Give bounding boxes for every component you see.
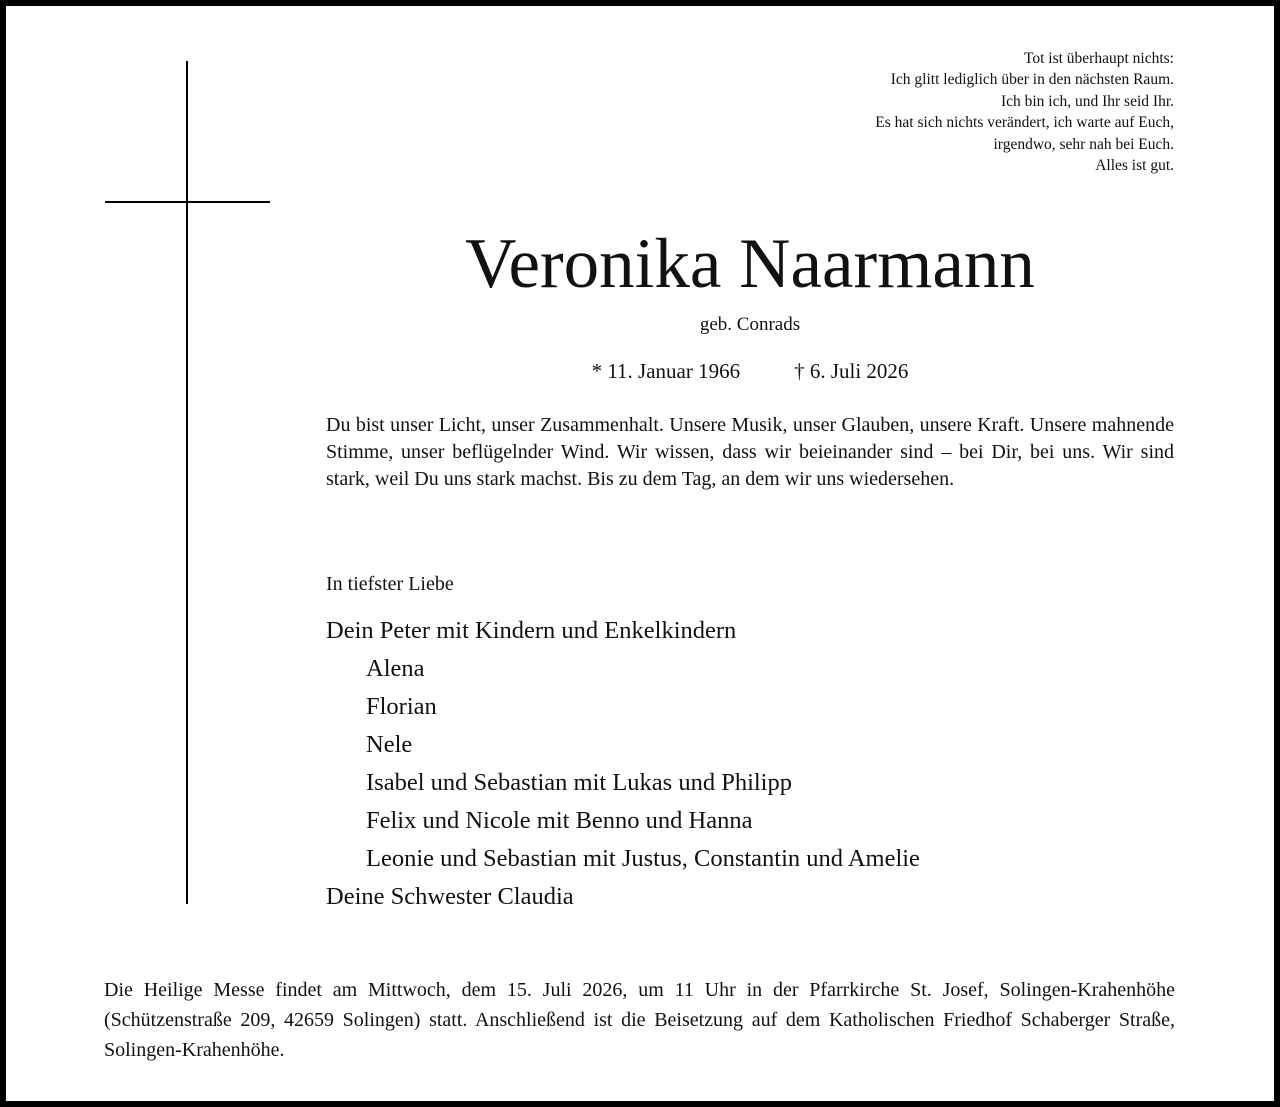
poem-line: Tot ist überhaupt nichts: [1023,50,1174,67]
life-dates [326,357,1174,385]
poem-line: Es hat sich nichts verändert, ich warte auf Euch, [875,114,1174,132]
birth-date: * 11. Januar 1966 [591,359,741,383]
poem-line: Ich glitt lediglich über in den nächsten Raum. [890,71,1174,89]
birth-name: geb. Conrads [699,314,801,335]
poem-quote [875,48,1174,176]
mourner-line: Nele [366,731,413,758]
mourner-line: Deine Schwester Claudia [326,883,574,910]
mourner-line: Alena [366,655,425,682]
mourner-line: Florian [366,693,437,720]
mourner-line: Felix und Nicole mit Benno und Hanna [366,807,753,834]
deceased-name: Veronika Naarmann [465,225,1035,303]
poem-line: Ich bin ich, und Ihr seid Ihr. [1000,92,1174,110]
poem-line: Alles ist gut. [1095,157,1174,175]
mourner-line: Isabel und Sebastian mit Lukas und Philipp [366,769,792,796]
cross-symbol-vertical-bar [186,61,188,904]
death-date: † 6. Juli 2026 [794,359,909,383]
mourner-line: Leonie und Sebastian mit Justus, Constantin und Amelie [366,845,920,872]
mourners-list [326,612,920,916]
service-info: Die Heilige Messe findet am Mittwoch, dem 15. Juli 2026, um 11 Uhr in der Pfarrkirche St. Josef, Solingen-Krahenhöhe (Schützenstraße 209, 42659 Solingen) statt. Anschließend ist die Beisetzung auf dem Katholischen Friedhof Schaberger Straße, Solingen-Krahenhöhe. [104,979,1175,1061]
poem-line: irgendwo, sehr nah bei Euch. [993,135,1174,153]
cross-symbol-horizontal-bar [105,201,270,203]
mourners-intro: In tiefster Liebe [326,573,454,595]
mourner-line: Dein Peter mit Kindern und Enkelkindern [326,617,737,644]
tribute-text: Du bist unser Licht, unser Zusammenhalt. Unsere Musik, unser Glauben, unsere Kraft. Unsere mahnende Stimme, unser beflügelnder Wind. Wir wissen, dass wir beieinander sind – bei Dir, bei uns. Wir sind stark, weil Du uns stark machst. Bis zu dem Tag, an dem wir uns wiedersehen. [326,414,1174,491]
